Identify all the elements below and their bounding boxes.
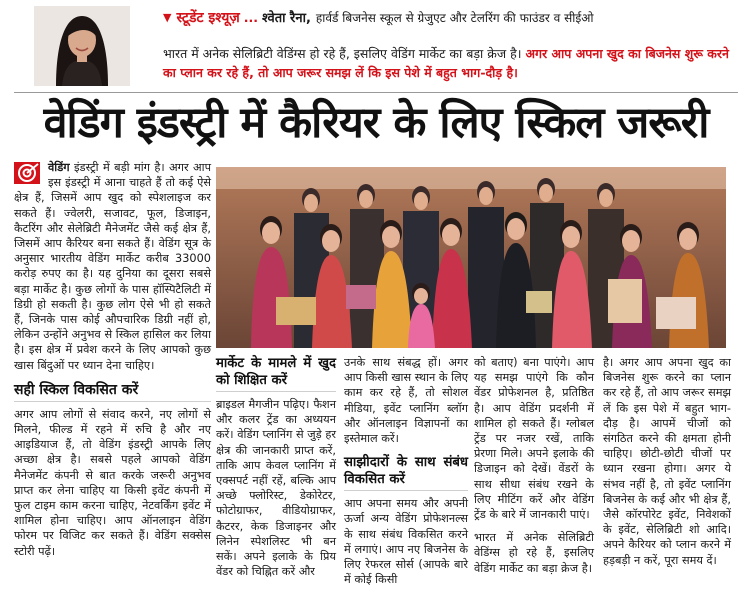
headline: वेडिंग इंडस्ट्री में कैरियर के लिए स्किल जरूरी: [43, 98, 709, 148]
skill-paragraph: अगर आप लोगों से संवाद करने, नए लोगों से मिलने, फील्ड में रहने में रुचि है और नए आइडियाज हैं, तो वेडिंग इंडस्ट्री आपके लिए अच्छा क्षेत्र है। सबसे पहले आपको वेडिंग मैनेजमेंट कंपनी से बात करके जरूरी अनुभव प्राप्त कर लेना चाहिए या किसी इवेंट कंपनी में फुल टाइम काम करना चाहिए, नेटवर्किंग इवेंट में शामिल होना चाहिए। आप ऑनलाइन वेडिंग फोरम पर विजिट कर सकते हैं। वेडिंग सक्सेस स्टोरी पढ़ें।: [14, 407, 211, 558]
lead-text: इंडस्ट्री में बड़ी मांग है। अगर आप इस इंडस्ट्री में आना चाहते हैं तो कई ऐसे क्षेत्र हैं, जिसमें आप खुद को स्पेशलाइज कर सकते हैं। ज्वेलरी, सजावट, फूल, डिजाइन, कैटरिंग और सेलेब्रिटी मैनेजमेंट जैसे कई क्षेत्र हैं, जिसमें आप कैरियर बना सकते हैं। वेडिंग सूत्र के अनुसार भारतीय वेडिंग मार्केट करीब 33000 करोड़ रुपए का है। यह दुनिया का दूसरा सबसे बड़ा मार्केट है। कुछ लोगों के पास हॉस्पिटैलिटी में डिग्री हो सकती है। कुछ लोग ऐसे भी हो सकते हैं, जिनके पास कोई औपचारिक डिग्री नहीं हो, लेकिन उन्होंने अनुभव से स्किल हासिल कर लिया है। इस क्षेत्र में प्रवेश करने के लिए आपको कुछ खास बिंदुओं पर ध्यान देना चाहिए।: [14, 161, 211, 372]
article-header: [0, 0, 742, 88]
series-name: स्टूडेंट इश्यूज़: [176, 9, 240, 26]
intro-highlight: अगर आप अपना खुद का बिजनेस शुरू करने का प्लान कर रहे हैं, तो आप जरूर समझ लें कि इस पेशे में बहुत भाग-दौड़ है।: [163, 46, 729, 80]
column-4: [474, 355, 594, 576]
column-5: [603, 355, 731, 568]
author-role: हार्वर्ड बिजनेस स्कूल से ग्रेजुएट और टेलरिंग की फाउंडर व सीईओ: [315, 10, 594, 25]
subhead-market: मार्केट के मामले में खुद को शिक्षित करें: [216, 355, 336, 392]
column-3-paragraph-1: उनके साथ संबद्ध हों। अगर आप किसी खास स्थान के लिए काम कर रहे हैं, तो सोशल मीडिया, इवेंट प्लानिंग ब्लॉग और ऑनलाइन विज्ञापनों का इस्तेमाल करें।: [344, 356, 468, 446]
column-5-paragraph: है। अगर आप अपना खुद का बिजनेस शुरू करने का प्लान कर रहे हैं, तो आप जरूर समझ लें कि इस पेशे में बहुत भाग-दौड़ है। आपमें चीजों को संगठित करने की क्षमता होनी चाहिए। छोटी-छोटी चीजों पर ध्यान रखना होगा। अगर ये संभव नहीं है, तो इवेंट प्लानिंग बिजनेस के कई और भी क्षेत्र हैं, जैसे कॉरपोरेट इवेंट, निवेशकों के इवेंट, सेलिब्रिटी शो आदि। अपने कैरियर को प्लान करने में हड़बड़ी न करें, पूरा समय दें।: [603, 356, 731, 567]
market-paragraph: ब्राइडल मैगजीन पढ़िए। फैशन और कलर ट्रेंड का अध्ययन करें। वेडिंग प्लानिंग से जुड़े हर क्षेत्र की जानकारी प्राप्त करें, ताकि आप केवल प्लानिंग में एक्सपर्ट नहीं रहें, बल्कि आप अच्छे फ्लोरिस्ट, डेकोरेटर, फोटोग्राफर, वीडियोग्राफर, कैटरर, केक डिजाइनर और लिनेन स्पेशलिस्ट भी बन सकें। अपने इलाके के प्रिय वेंडर को चिह्नित करें और: [216, 398, 336, 579]
column-2: [216, 355, 336, 579]
subhead-partners: साझीदारों के साथ संबंध विकसित करें: [344, 454, 468, 491]
wedding-photo: [216, 167, 726, 348]
series-separator: ...: [243, 9, 258, 25]
triangle-down-icon: ▼: [163, 10, 172, 24]
series-line: [163, 8, 738, 26]
column-1: [14, 160, 211, 559]
column-3: [344, 355, 468, 587]
author-name: श्वेता रैना,: [261, 11, 311, 26]
partners-paragraph: आप अपना समय और अपनी ऊर्जा अन्य वेडिंग प्रोफेशनल्स के साथ संबंध विकसित करने में लगाएं। आप नए बिजनेस के लिए रेफरल सोर्स (आपके बारे में कोई किसी: [344, 497, 468, 587]
author-photo: [34, 6, 130, 86]
target-icon: [14, 162, 44, 186]
column-4-paragraph-2: भारत में अनेक सेलिब्रिटी वेडिंग्स हो रहे हैं, इसलिए वेडिंग मार्केट का बड़ा क्रेज है।: [474, 531, 594, 575]
lead-paragraph: [14, 160, 211, 373]
column-4-paragraph-1: को बताए) बना पाएंगे। आप यह समझ पाएंगे कि कौन वेंडर प्रोफेशनल है, प्रतिष्ठित है। आप वेडिंग प्रदर्शनी में शामिल हो सकते हैं। ग्लोबल ट्रेंड पर नजर रखें, ताकि प्रेरणा मिले। अपने इलाके की डिजाइन को देखें। वेंडरों के साथ सीधा संबंध रखने के लिए मीटिंग करें और वेडिंग ट्रेंड के बारे में जानकारी पाएं।: [474, 356, 594, 522]
intro-text: भारत में अनेक सेलिब्रिटी वेडिंग्स हो रहे हैं, इसलिए वेडिंग मार्केट का बड़ा क्रेज है।: [163, 46, 526, 61]
lead-bold-word: वेडिंग: [48, 161, 70, 174]
intro-paragraph: [163, 44, 733, 82]
subhead-skill: सही स्किल विकसित करें: [14, 381, 211, 402]
